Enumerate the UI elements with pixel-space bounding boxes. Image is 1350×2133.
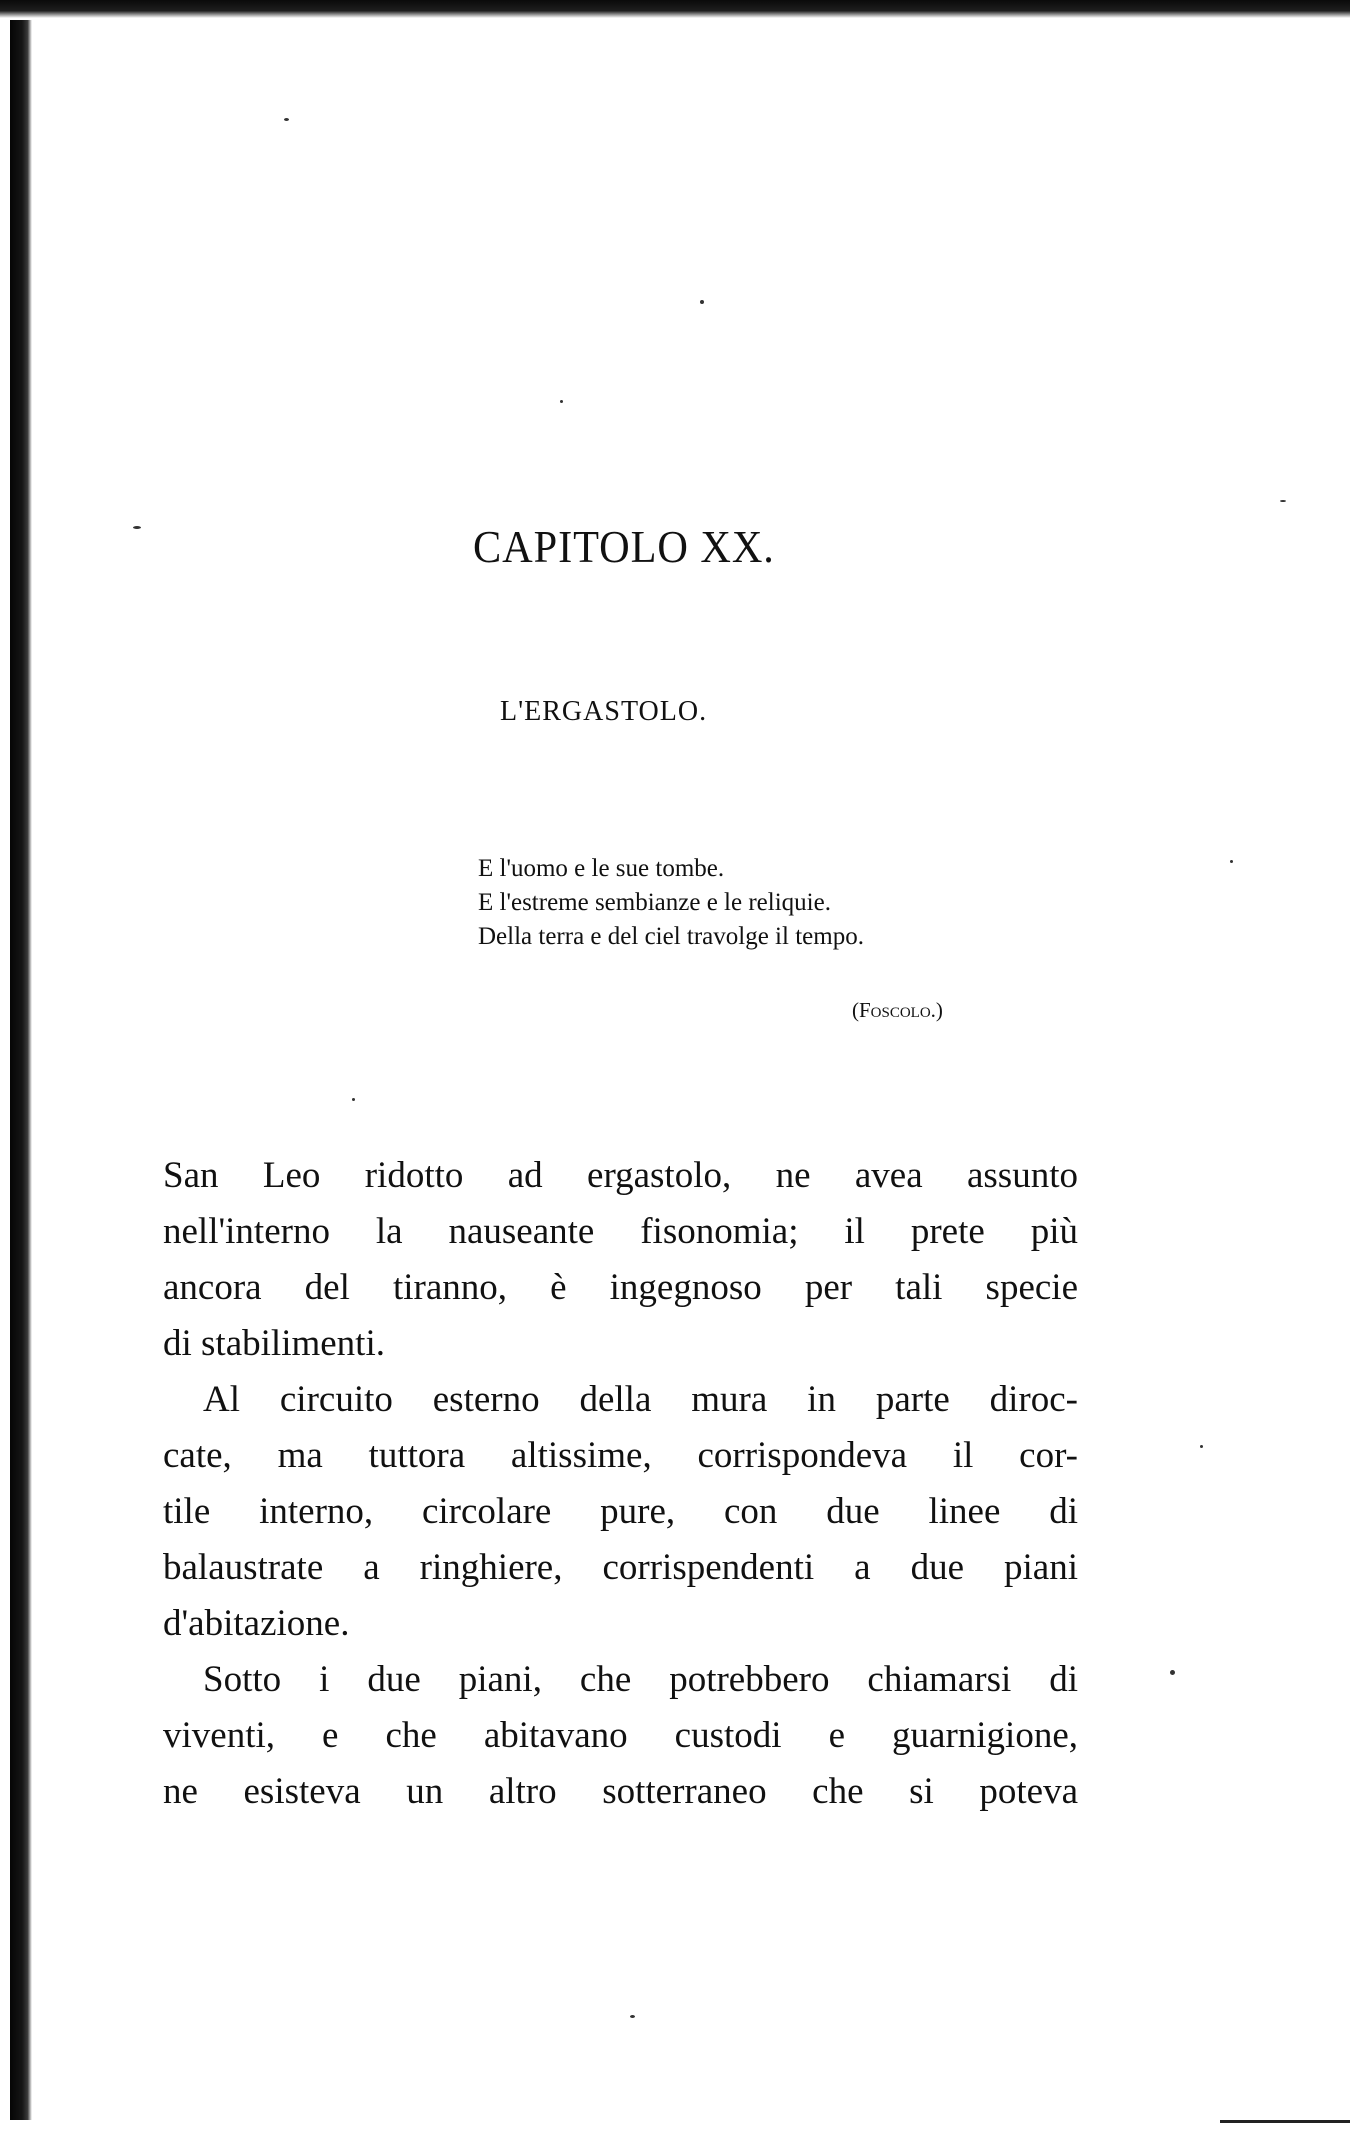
body-line: ancora del tiranno, è ingegnoso per tali specie xyxy=(163,1267,1078,1308)
body-line: di stabilimenti. xyxy=(163,1323,385,1364)
scan-speck xyxy=(352,1098,355,1101)
body-line: viventi, e che abitavano custodi e guarnigione, xyxy=(163,1715,1078,1756)
scan-speck xyxy=(560,400,563,403)
epigraph-line: E l'estreme sembianze e le reliquie. xyxy=(478,889,831,916)
chapter-subtitle: L'ERGASTOLO. xyxy=(500,696,708,727)
body-text xyxy=(163,1148,1078,1820)
body-line: tile interno, circolare pure, con due linee di xyxy=(163,1491,1078,1532)
scan-speck xyxy=(630,2015,635,2018)
body-line: San Leo ridotto ad ergastolo, ne avea assunto xyxy=(163,1155,1078,1196)
epigraph xyxy=(478,852,1098,954)
scan-speck xyxy=(700,300,704,304)
scan-top-edge xyxy=(0,0,1350,18)
scan-speck xyxy=(1230,860,1233,863)
body-line: ne esisteva un altro sotterraneo che si poteva xyxy=(163,1771,1078,1812)
scan-speck xyxy=(1170,1670,1175,1675)
body-line: cate, ma tuttora altissime, corrispondeva il cor- xyxy=(163,1435,1078,1476)
scan-speck xyxy=(1280,500,1286,502)
book-binding-edge xyxy=(10,20,32,2120)
body-line: d'abitazione. xyxy=(163,1603,350,1644)
body-line: nell'interno la nauseante fisonomia; il prete più xyxy=(163,1211,1078,1252)
epigraph-line: Della terra e del ciel travolge il tempo. xyxy=(478,923,864,950)
body-line: balaustrate a ringhiere, corrispendenti a due piani xyxy=(163,1547,1078,1588)
epigraph-attribution: (Foscolo.) xyxy=(852,998,943,1022)
scan-bottom-edge xyxy=(1220,2120,1350,2123)
scan-speck xyxy=(1200,1445,1203,1448)
scan-speck xyxy=(133,526,141,529)
body-line: Sotto i due piani, che potrebbero chiamarsi di xyxy=(203,1659,1078,1700)
chapter-title: CAPITOLO XX. xyxy=(473,521,775,572)
epigraph-line: E l'uomo e le sue tombe. xyxy=(478,855,725,882)
scan-speck xyxy=(284,118,289,121)
body-line: Al circuito esterno della mura in parte diroc- xyxy=(203,1379,1078,1420)
